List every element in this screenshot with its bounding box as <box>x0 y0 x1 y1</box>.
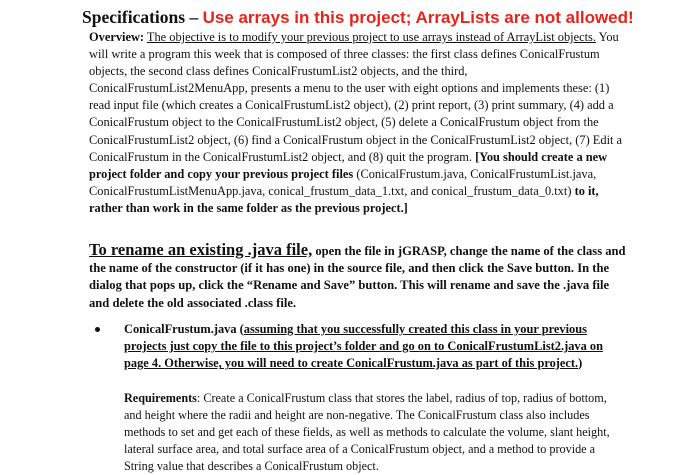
conicalfrustum-bullet <box>124 321 622 373</box>
specifications-heading <box>82 6 634 29</box>
heading-lead: Specifications <box>82 7 186 27</box>
bullet-open-paren: ( <box>236 322 244 336</box>
requirements-paragraph <box>124 390 624 475</box>
heading-warning: Use arrays in this project; ArrayLists are not allowed! <box>202 8 634 27</box>
overview-body: You will write a program this week that is composed of three classes: the first class defines ConicalFrustum objects, the second class defines ConicalFrustumList2 objects, and the third, ConicalFrustumList2MenuApp, presents a menu to the user with eight options and implements these: (1) read input file (which creates a ConicalFrustumList2 object), (2) print report, (3) print summary, (4) add a ConicalFrustum object to the ConicalFrustumList2 object, (5) delete a ConicalFrustum object from the ConicalFrustumList2 object, (6) find a ConicalFrustum object in the ConicalFrustumList2 object, (7) Edit a ConicalFrustum in the ConicalFrustumList2 object, and (8) quit the program. <box>89 30 623 164</box>
overview-files: (ConicalFrustum.java, ConicalFrustumList.java, ConicalFrustumListMenuApp.java, conical_frustum_data_1.txt, and conical_frustum_data_0.txt) <box>89 166 597 198</box>
requirements-body: : Create a ConicalFrustum class that stores the label, radius of top, radius of bottom, and height where the radii and height are non-negative. The ConicalFrustum class also includes methods to set and get each of these fields, as well as methods to calculate the volume, slant height, lateral surface area, and total surface area of a ConicalFrustum object, and a method to provide a String value that describes a ConicalFrustum object. <box>124 391 610 473</box>
rename-title: To rename an existing .java file, <box>89 240 313 259</box>
overview-objective: The objective is to modify your previous project to use arrays instead of ArrayList objects. <box>146 30 596 44</box>
overview-instruction-end: to it, rather than work in the same folder as the previous project.] <box>89 183 599 215</box>
overview-label: Overview: <box>89 30 145 44</box>
overview-paragraph <box>89 29 629 217</box>
rename-body: open the file in jGRASP, change the name of the class and the name of the constructor (if it has one) in the source file, and then click the Save button. In the dialog that pops up, click the “Rename and Save” button. This will rename and save the .java file and delete the old associated .class file. <box>89 244 626 310</box>
bullet-icon <box>95 327 100 332</box>
heading-dash: – <box>185 7 203 27</box>
bullet-close-paren: ) <box>578 356 583 371</box>
bullet-file: ConicalFrustum.java <box>124 322 237 336</box>
bullet-note: assuming that you successfully created this class in your previous projects just copy the file to this project’s folder and go on to ConicalFrustumList2.java on page 4. Otherwise, you will need to create ConicalFrustum.java as part of this project. <box>124 322 603 371</box>
rename-paragraph <box>89 241 629 312</box>
requirements-label: Requirements <box>124 391 197 405</box>
overview-instruction: [You should create a new project folder and copy your previous project files <box>89 149 608 181</box>
